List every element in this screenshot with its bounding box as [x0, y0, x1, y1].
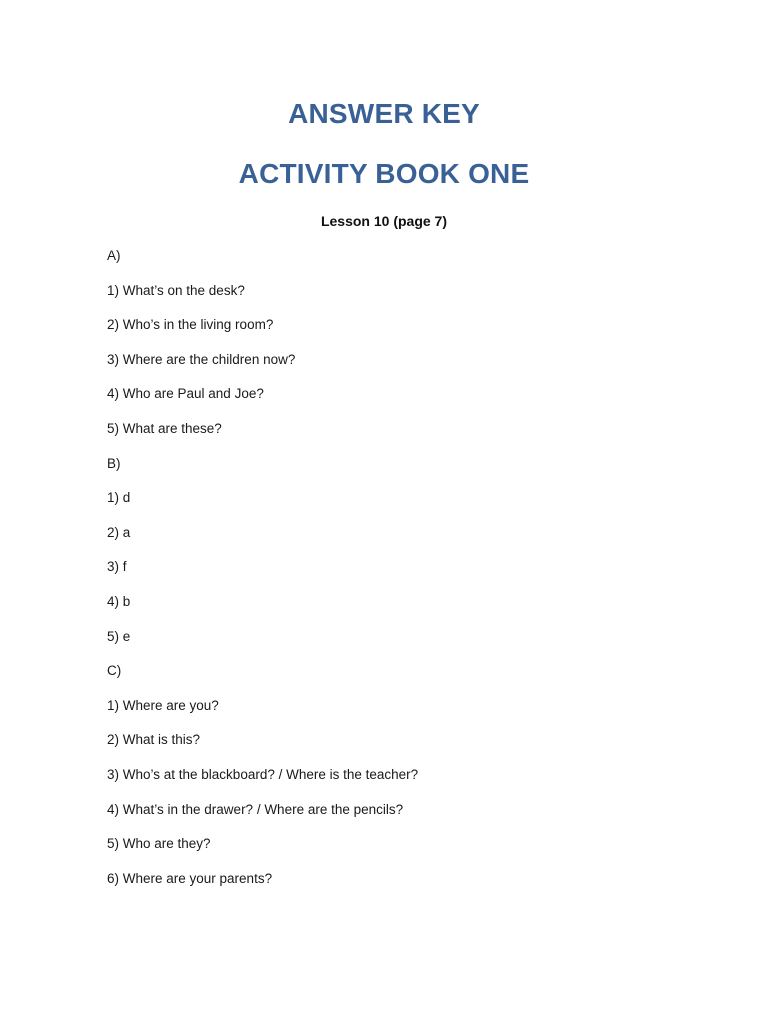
- section-label-c: C): [107, 663, 122, 679]
- answer-line: 4) What’s in the drawer? / Where are the pencils?: [107, 801, 404, 817]
- answer-line: 1) What’s on the desk?: [107, 282, 245, 298]
- answer-line: 5) What are these?: [107, 420, 222, 436]
- answer-line: 4) b: [107, 593, 131, 609]
- answer-line: 3) Who’s at the blackboard? / Where is the teacher?: [107, 766, 419, 782]
- section-label-a: A): [107, 248, 121, 263]
- answer-line: 2) a: [107, 524, 131, 540]
- answer-line: 5) Who are they?: [107, 836, 211, 852]
- answer-line: 1) Where are you?: [107, 697, 219, 713]
- answer-line: 1) d: [107, 490, 131, 506]
- answer-line: 3) f: [107, 559, 127, 575]
- document-title: ANSWER KEY: [288, 98, 480, 129]
- answer-line: 4) Who are Paul and Joe?: [107, 386, 264, 402]
- lesson-heading: Lesson 10 (page 7): [320, 213, 448, 229]
- document-subtitle: ACTIVITY BOOK ONE: [238, 158, 530, 189]
- answer-list: [107, 246, 418, 903]
- answer-line: 6) Where are your parents?: [107, 870, 273, 886]
- answer-line: 5) e: [107, 628, 131, 644]
- answer-line: 3) Where are the children now?: [107, 351, 296, 367]
- answer-line: 2) What is this?: [107, 732, 201, 748]
- answer-line: 2) Who’s in the living room?: [107, 317, 274, 333]
- section-label-b: B): [107, 455, 121, 471]
